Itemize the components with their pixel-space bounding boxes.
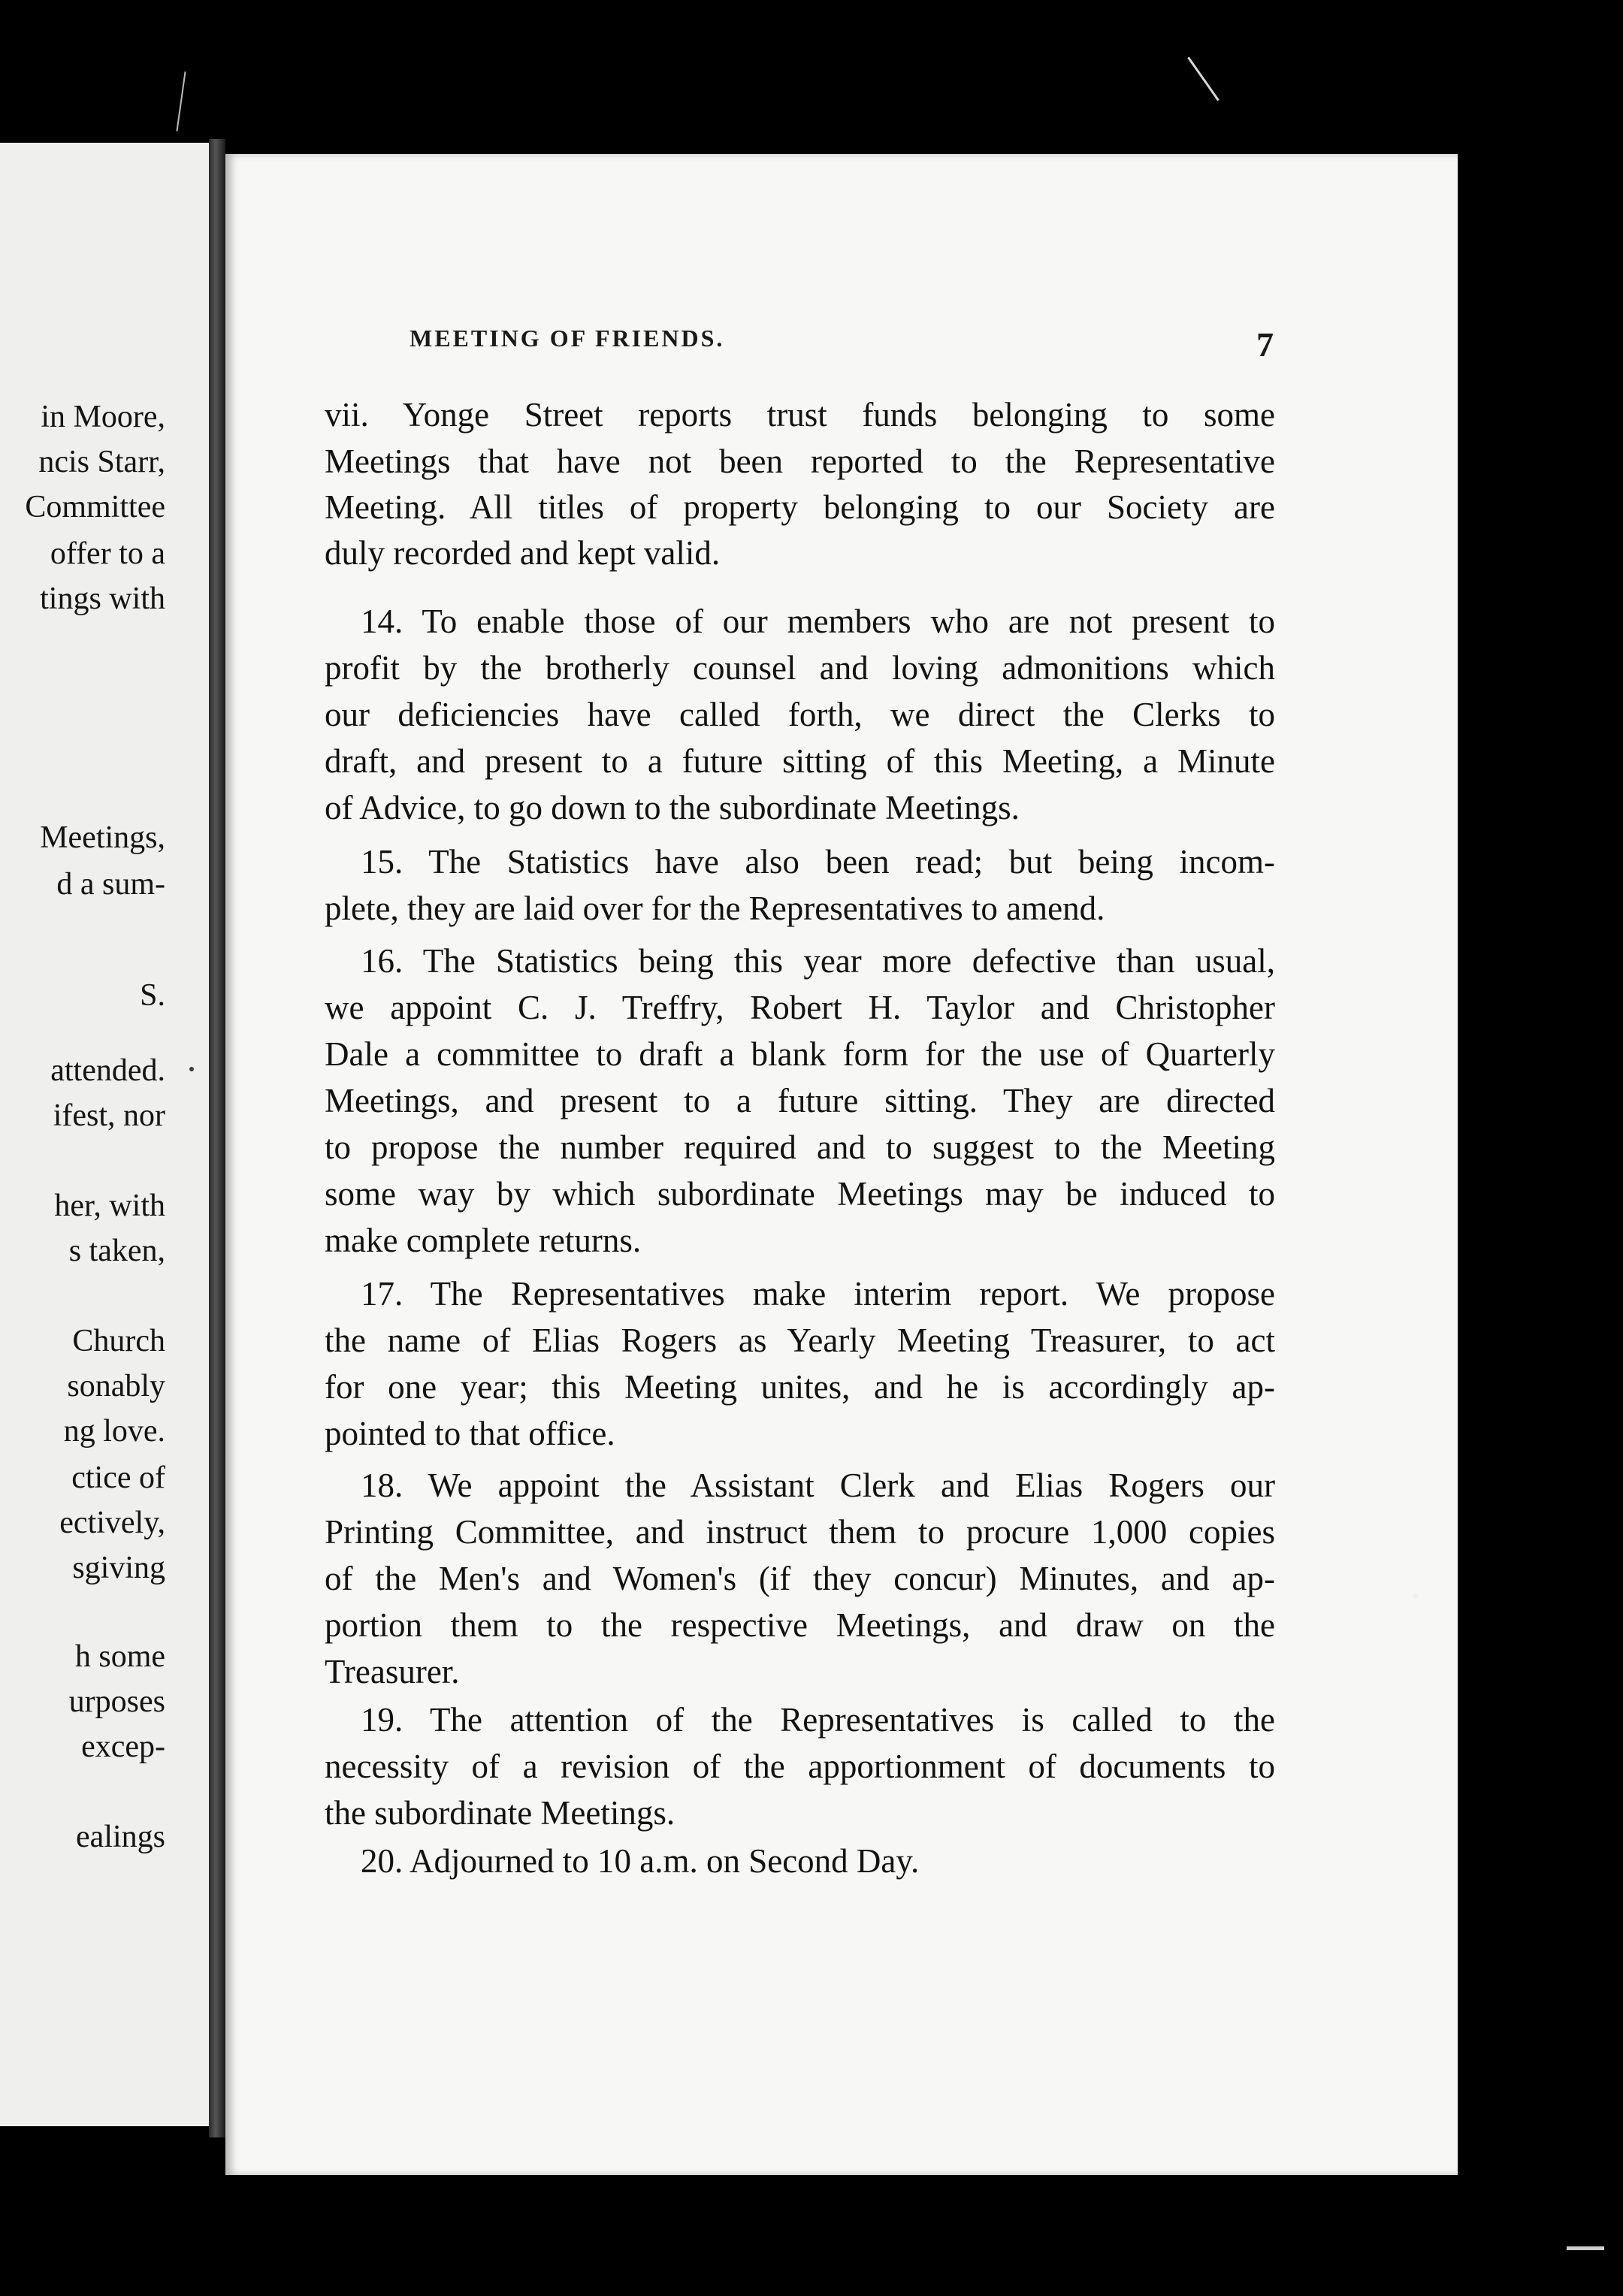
binding-gutter	[209, 139, 225, 2137]
left-page-line: her, with	[54, 1189, 165, 1223]
text-line: 17. The Representatives make interim report. We propose	[361, 1275, 1275, 1313]
left-page-line: Meetings,	[40, 820, 165, 855]
text-line: necessity of a revision of the apportionment of documents to	[325, 1748, 1275, 1785]
left-page-line: attended.	[50, 1053, 165, 1088]
text-line: to propose the number required and to suggest to the Meeting	[325, 1128, 1275, 1166]
left-page-line: sgiving	[72, 1551, 165, 1585]
text-line: Meetings, and present to a future sitting. They are directed	[325, 1082, 1275, 1119]
text-line: Meeting. All titles of property belonging to our Society are	[325, 488, 1275, 526]
left-page-line: ncis Starr,	[38, 445, 165, 479]
text-line: make complete returns.	[325, 1222, 642, 1259]
text-line: profit by the brotherly counsel and loving admonitions which	[325, 649, 1275, 687]
left-page-line: ealings	[76, 1820, 165, 1854]
left-page-line: in Moore,	[41, 400, 165, 434]
scan-scratch	[176, 71, 186, 131]
text-line: plete, they are laid over for the Representatives to amend.	[325, 890, 1105, 927]
left-page-line: h some	[74, 1639, 165, 1674]
left-page-line: ng love.	[63, 1414, 165, 1449]
left-page-line: Church	[72, 1324, 165, 1358]
scan-scratch	[1567, 2246, 1604, 2250]
text-line: Treasurer.	[325, 1653, 460, 1690]
text-line: duly recorded and kept valid.	[325, 534, 721, 572]
text-line: pointed to that office.	[325, 1415, 615, 1452]
left-page-line: ectively,	[59, 1506, 165, 1540]
left-page-line: s taken,	[68, 1234, 165, 1268]
text-line: Printing Committee, and instruct them to procure 1,000 copies	[325, 1513, 1275, 1551]
left-page-line: Committee	[25, 490, 165, 524]
scan-speck	[1413, 1593, 1419, 1599]
left-page-line: offer to a	[50, 536, 165, 571]
left-page-line: excep-	[81, 1730, 165, 1764]
left-page-line: d a sum-	[56, 867, 165, 902]
text-line: Meetings that have not been reported to the Representative	[325, 443, 1275, 480]
text-line: portion them to the respective Meetings, and draw on the	[325, 1606, 1275, 1644]
text-line: draft, and present to a future sitting of this Meeting, a Minute	[325, 742, 1275, 780]
text-line: 16. The Statistics being this year more defective than usual,	[361, 942, 1275, 980]
text-line: the name of Elias Rogers as Yearly Meeting Treasurer, to act	[325, 1322, 1275, 1359]
text-line: some way by which subordinate Meetings may be induced to	[325, 1175, 1275, 1213]
text-line: we appoint C. J. Treffry, Robert H. Taylor and Christopher	[325, 989, 1275, 1026]
left-page-line: tings with	[40, 582, 165, 616]
text-line: the subordinate Meetings.	[325, 1794, 675, 1832]
left-facing-page	[0, 143, 218, 2126]
text-line: 20. Adjourned to 10 a.m. on Second Day.	[361, 1842, 920, 1880]
text-line: 15. The Statistics have also been read; but being incom-	[361, 843, 1275, 881]
left-page-line: ifest, nor	[53, 1098, 165, 1133]
text-line: 19. The attention of the Representatives is called to the	[361, 1701, 1275, 1739]
text-line: of Advice, to go down to the subordinate Meetings.	[325, 789, 1020, 826]
scan-speck	[189, 1067, 194, 1071]
running-head: MEETING OF FRIENDS.	[410, 325, 725, 352]
scan-scratch	[1187, 56, 1220, 101]
text-line: vii. Yonge Street reports trust funds belonging to some	[325, 396, 1275, 434]
left-page-line: urposes	[68, 1684, 165, 1719]
page-number: 7	[1256, 325, 1274, 364]
text-line: our deficiencies have called forth, we direct the Clerks to	[325, 696, 1275, 733]
text-line: of the Men's and Women's (if they concur) Minutes, and ap-	[325, 1560, 1275, 1597]
text-line: for one year; this Meeting unites, and he is accordingly ap-	[325, 1368, 1275, 1406]
left-page-line: sonably	[67, 1369, 165, 1403]
left-page-line: S.	[140, 978, 165, 1013]
left-page-line: ctice of	[71, 1461, 165, 1495]
text-line: 18. We appoint the Assistant Clerk and Elias Rogers our	[361, 1467, 1275, 1504]
text-line: 14. To enable those of our members who are not present to	[361, 603, 1275, 640]
text-line: Dale a committee to draft a blank form for the use of Quarterly	[325, 1035, 1275, 1073]
